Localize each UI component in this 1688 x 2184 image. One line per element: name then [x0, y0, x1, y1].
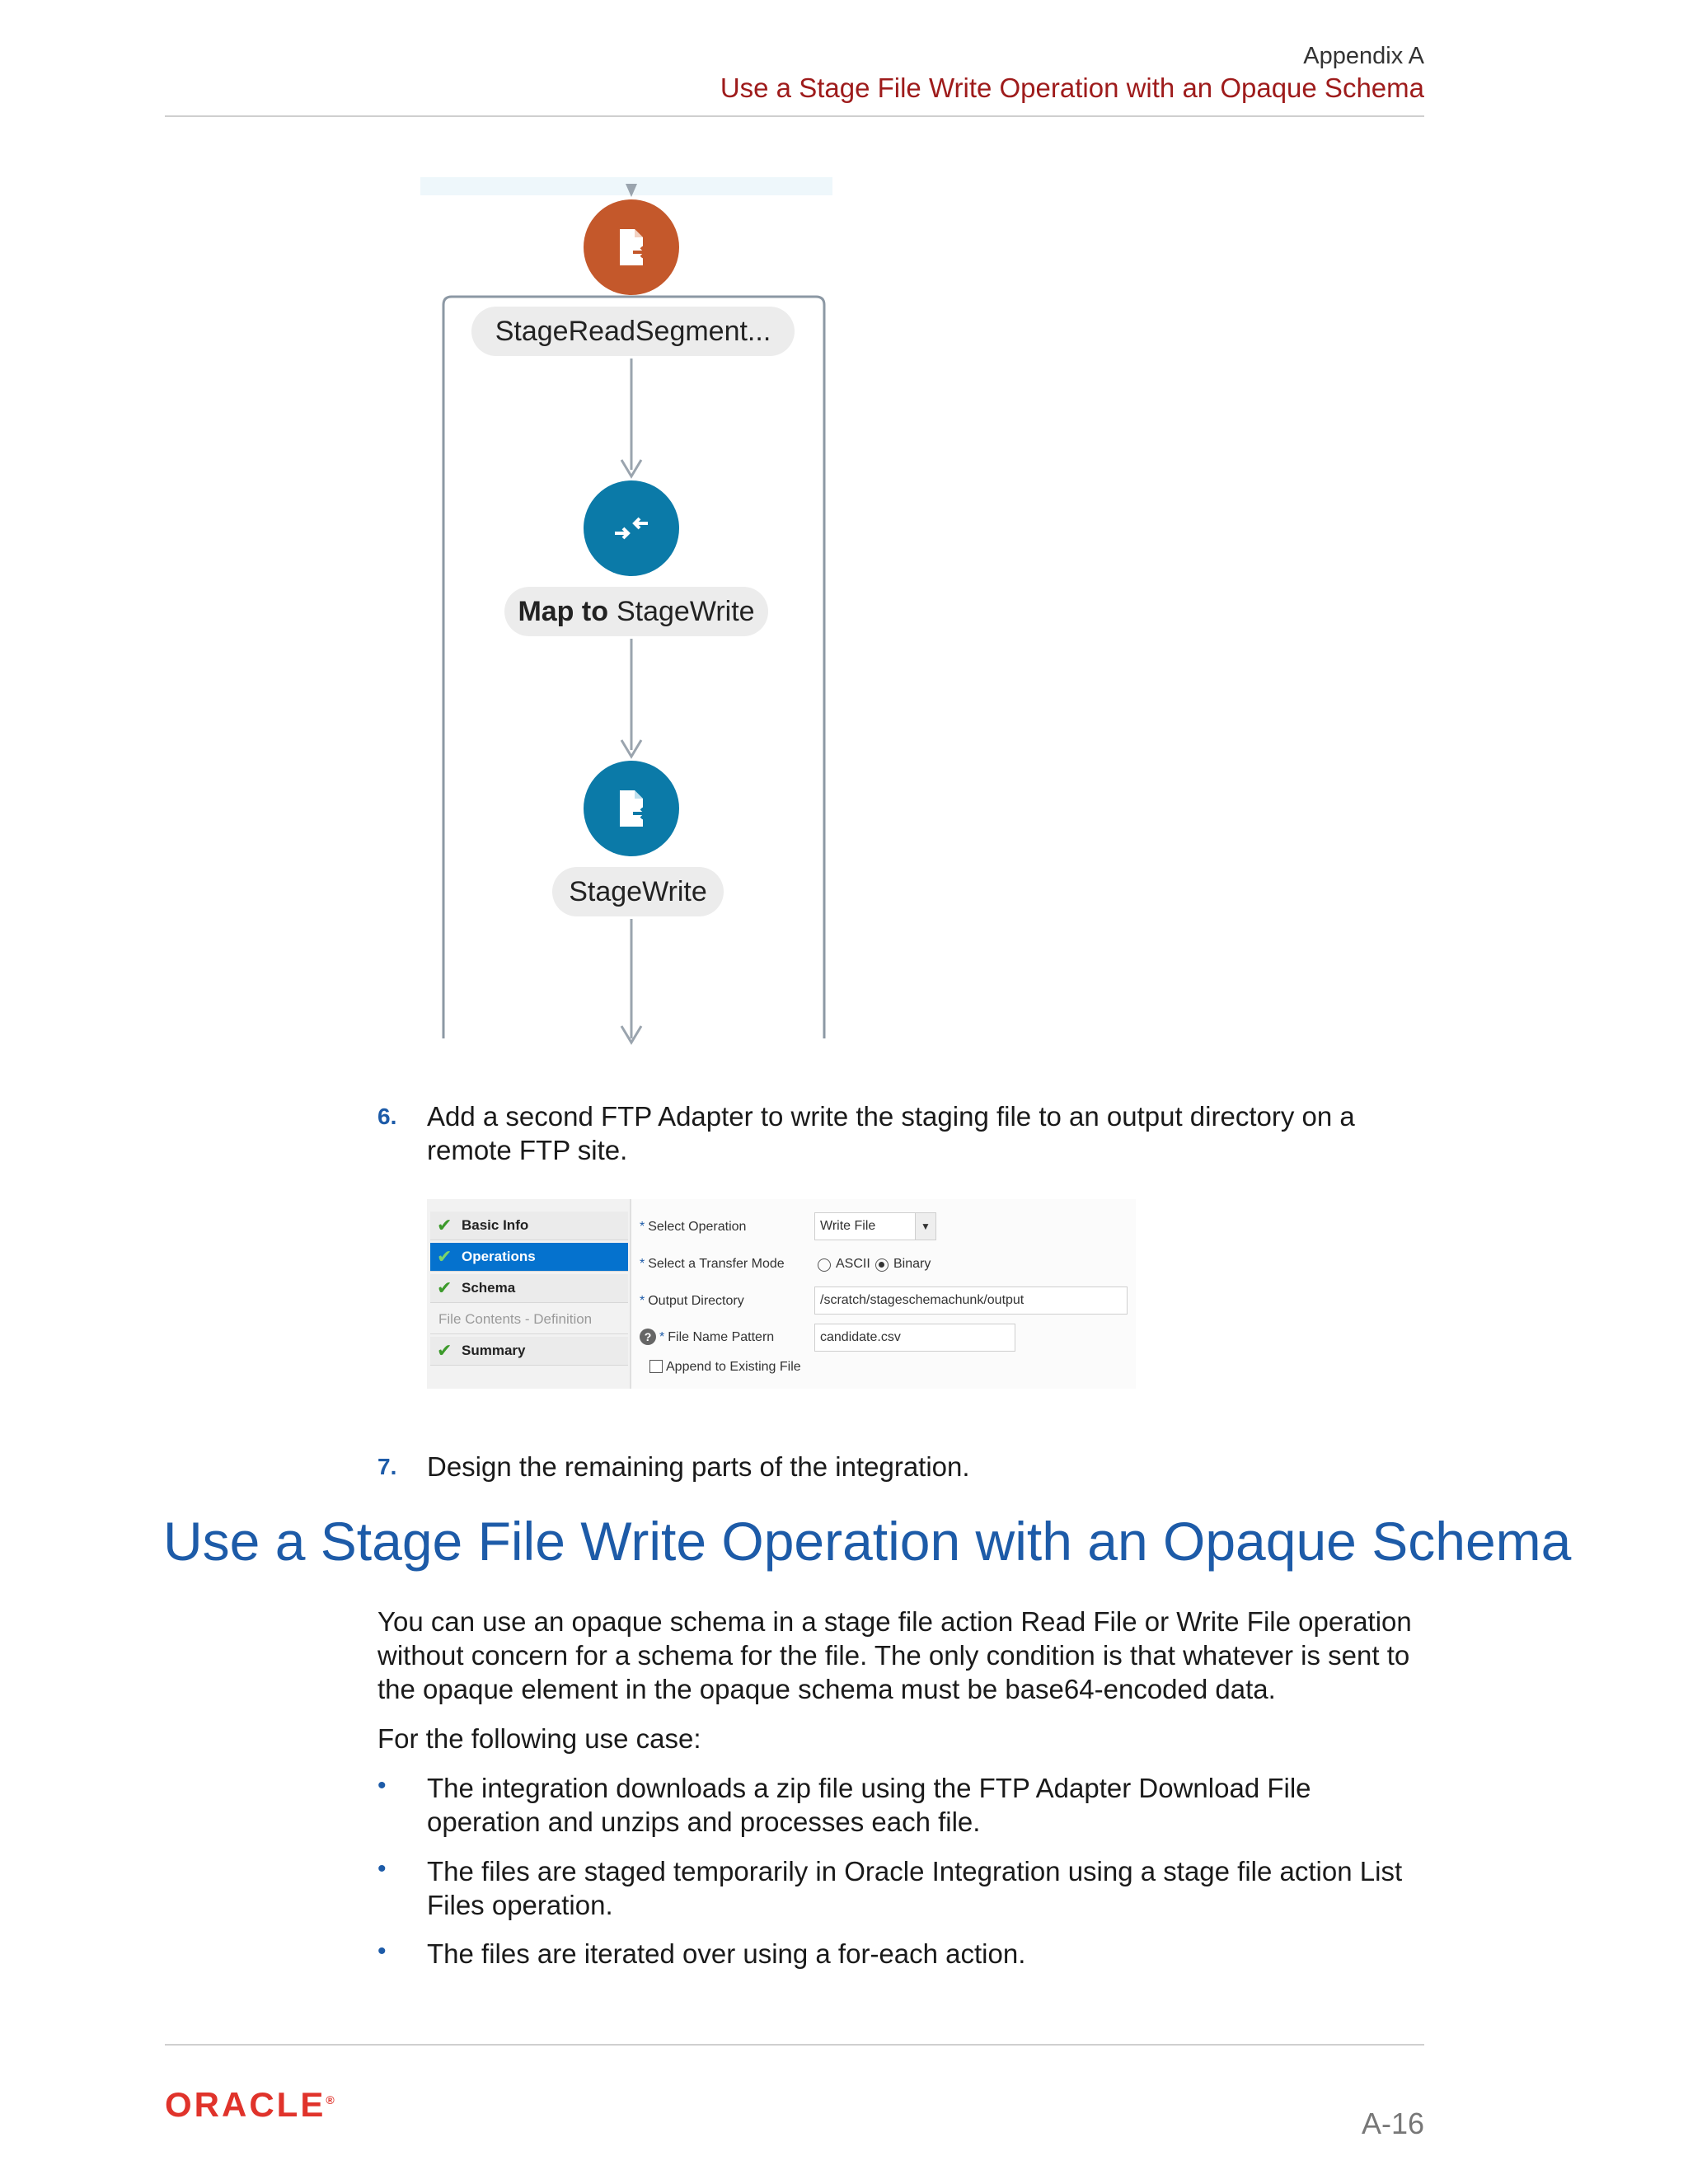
flow-top-band — [420, 177, 832, 195]
check-icon: ✔ — [437, 1215, 452, 1235]
file-name-pattern-label: * File Name Pattern — [659, 1330, 775, 1344]
oracle-logo: ORACLE® — [165, 2085, 337, 2124]
bullet-dot: • — [377, 1772, 387, 1799]
stage-read-label[interactable]: StageReadSegment... — [471, 307, 795, 356]
wizard-step-summary[interactable] — [430, 1337, 628, 1366]
file-name-pattern-input[interactable] — [814, 1324, 1015, 1352]
footer-divider — [165, 2044, 1424, 2046]
ascii-radio-label: ASCII — [836, 1257, 870, 1271]
select-operation-label: * Select Operation — [640, 1220, 747, 1234]
map-node[interactable] — [584, 480, 679, 576]
binary-radio-label: Binary — [893, 1257, 931, 1271]
step-text: Design the remaining parts of the integration. — [427, 1451, 970, 1482]
step-text: Add a second FTP Adapter to write the staging file to an output directory on a remote FTP site. — [427, 1101, 1355, 1165]
wizard-step-operations[interactable] — [430, 1243, 628, 1272]
bullet-item: The files are staged temporarily in Oracle Integration using a stage file action List Files operation. — [427, 1856, 1403, 1920]
select-operation-value: Write File — [820, 1219, 876, 1233]
append-checkbox[interactable] — [649, 1360, 663, 1373]
header-divider — [165, 115, 1424, 117]
transfer-mode-label: * Select a Transfer Mode — [640, 1257, 785, 1271]
stage-write-label[interactable]: StageWrite — [552, 867, 724, 916]
ftp-adapter-wizard — [427, 1199, 1136, 1389]
append-checkbox-label: Append to Existing File — [666, 1360, 801, 1374]
scope-frame — [443, 297, 824, 1038]
wizard-step-label: Basic Info — [462, 1217, 529, 1233]
page-number: A-16 — [1361, 2107, 1424, 2140]
wizard-step-basic-info[interactable] — [430, 1212, 628, 1240]
step-number: 7. — [377, 1454, 397, 1479]
bullet-item: The integration downloads a zip file using the FTP Adapter Download File operation and unzips and processes each file. — [427, 1773, 1311, 1837]
header-section-title: Use a Stage File Write Operation with an Opaque Schema — [720, 73, 1424, 103]
check-icon: ✔ — [437, 1277, 452, 1298]
header-appendix-label: Appendix A — [1303, 43, 1424, 69]
ascii-radio[interactable] — [818, 1258, 831, 1272]
map-node-label-bold: Map to — [518, 595, 608, 627]
wizard-step-label: File Contents - Definition — [438, 1311, 593, 1327]
check-icon: ✔ — [437, 1246, 452, 1267]
bullet-item: The files are iterated over using a for-each action. — [427, 1938, 1026, 1969]
output-directory-value: /scratch/stageschemachunk/output — [820, 1293, 1025, 1307]
oracle-logo-text: ORACLE — [165, 2085, 326, 2124]
binary-radio[interactable] — [875, 1258, 889, 1272]
chevron-down-icon[interactable]: ▼ — [915, 1213, 935, 1240]
file-name-pattern-value: candidate.csv — [820, 1330, 901, 1344]
wizard-step-label: Schema — [462, 1280, 516, 1296]
step-number: 6. — [377, 1104, 397, 1129]
use-case-lead: For the following use case: — [377, 1723, 701, 1754]
bullet-dot: • — [377, 1855, 387, 1882]
output-directory-label: * Output Directory — [640, 1294, 744, 1308]
stage-write-node[interactable] — [584, 761, 679, 856]
wizard-step-label: Summary — [462, 1343, 526, 1358]
wizard-step-label: Operations — [462, 1249, 536, 1264]
file-export-icon — [608, 224, 654, 270]
help-icon[interactable]: ? — [640, 1329, 656, 1345]
map-arrows-icon — [608, 505, 654, 551]
wizard-step-schema[interactable] — [430, 1274, 628, 1303]
output-directory-input[interactable] — [814, 1286, 1128, 1315]
section-intro-paragraph: You can use an opaque schema in a stage file action Read File or Write File operation without concern for a schema for the file. The only condition is that whatever is sent to the opaque element in the opaque schema must be base64-encoded data. — [377, 1606, 1412, 1704]
integration-flow-diagram — [420, 177, 849, 1051]
file-export-icon — [608, 785, 654, 832]
map-node-label[interactable] — [504, 587, 768, 636]
map-node-label-text: StageWrite — [616, 595, 755, 627]
wizard-sidebar — [427, 1199, 631, 1389]
wizard-step-file-contents — [430, 1305, 628, 1334]
select-operation-dropdown[interactable] — [814, 1212, 936, 1240]
check-icon: ✔ — [437, 1340, 452, 1361]
section-heading: Use a Stage File Write Operation with an Opaque Schema — [163, 1511, 1572, 1572]
bullet-dot: • — [377, 1938, 387, 1965]
stage-read-node[interactable] — [584, 199, 679, 295]
